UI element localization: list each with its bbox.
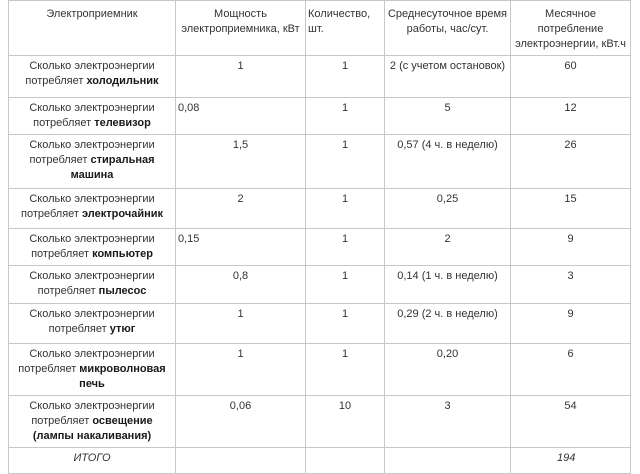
appliance-name: освещение (лампы накаливания) bbox=[32, 415, 153, 442]
header-count: Количество, шт. bbox=[306, 1, 385, 56]
power-cell: 0,8 bbox=[176, 266, 306, 304]
count-cell: 1 bbox=[306, 229, 385, 266]
power-cell: 0,06 bbox=[176, 396, 306, 448]
appliance-name: утюг bbox=[109, 323, 136, 335]
count-cell: 10 bbox=[306, 396, 385, 448]
hours-cell: 3 bbox=[385, 396, 511, 448]
appliance-name: пылесос bbox=[98, 285, 147, 297]
hours-cell: 5 bbox=[385, 98, 511, 135]
monthly-cell: 6 bbox=[511, 344, 631, 396]
count-cell: 1 bbox=[306, 98, 385, 135]
appliance-cell: Сколько электроэнергии потребляет пылесос bbox=[9, 266, 176, 304]
count-cell: 1 bbox=[306, 56, 385, 98]
appliance-name: телевизор bbox=[94, 117, 151, 129]
table-row bbox=[9, 98, 631, 135]
appliance-name: электрочайник bbox=[82, 208, 163, 220]
total-value: 194 bbox=[511, 448, 631, 474]
table-row bbox=[9, 344, 631, 396]
monthly-cell: 15 bbox=[511, 189, 631, 229]
monthly-cell: 60 bbox=[511, 56, 631, 98]
header-appliance: Электроприемник bbox=[9, 1, 176, 56]
appliance-cell: Сколько электроэнергии потребляет компьютер bbox=[9, 229, 176, 266]
table-row bbox=[9, 396, 631, 448]
power-cell: 1 bbox=[176, 56, 306, 98]
total-label: ИТОГО bbox=[9, 448, 176, 474]
count-cell: 1 bbox=[306, 344, 385, 396]
monthly-cell: 9 bbox=[511, 304, 631, 344]
power-cell: 1 bbox=[176, 344, 306, 396]
header-monthly-consumption: Месячное потребление электроэнергии, кВт.ч bbox=[511, 1, 631, 56]
monthly-cell: 26 bbox=[511, 135, 631, 189]
appliance-name: компьютер bbox=[92, 248, 153, 260]
power-cell: 2 bbox=[176, 189, 306, 229]
power-cell: 0,08 bbox=[176, 98, 306, 135]
appliance-name: холодильник bbox=[86, 75, 159, 87]
table-row bbox=[9, 304, 631, 344]
power-cell: 0,15 bbox=[176, 229, 306, 266]
appliance-cell: Сколько электроэнергии потребляет телевизор bbox=[9, 98, 176, 135]
count-cell: 1 bbox=[306, 266, 385, 304]
hours-cell: 0,20 bbox=[385, 344, 511, 396]
count-cell: 1 bbox=[306, 304, 385, 344]
monthly-cell: 9 bbox=[511, 229, 631, 266]
table-row bbox=[9, 266, 631, 304]
appliance-name: микроволновая печь bbox=[79, 363, 166, 390]
empty-cell bbox=[385, 448, 511, 474]
appliance-cell: Сколько электроэнергии потребляет холодильник bbox=[9, 56, 176, 98]
power-cell: 1 bbox=[176, 304, 306, 344]
count-cell: 1 bbox=[306, 135, 385, 189]
count-cell: 1 bbox=[306, 189, 385, 229]
appliance-cell: Сколько электроэнергии потребляет освещение (лампы накаливания) bbox=[9, 396, 176, 448]
monthly-cell: 3 bbox=[511, 266, 631, 304]
empty-cell bbox=[306, 448, 385, 474]
appliance-cell: Сколько электроэнергии потребляет утюг bbox=[9, 304, 176, 344]
empty-cell bbox=[176, 448, 306, 474]
power-cell: 1,5 bbox=[176, 135, 306, 189]
header-power: Мощность электроприемника, кВт bbox=[176, 1, 306, 56]
hours-cell: 0,14 (1 ч. в неделю) bbox=[385, 266, 511, 304]
total-row bbox=[9, 448, 631, 474]
appliance-name: стиральная машина bbox=[70, 154, 155, 181]
energy-consumption-table bbox=[8, 0, 631, 474]
appliance-cell: Сколько электроэнергии потребляет электрочайник bbox=[9, 189, 176, 229]
table-row bbox=[9, 135, 631, 189]
appliance-cell: Сколько электроэнергии потребляет микроволновая печь bbox=[9, 344, 176, 396]
header-daily-hours: Среднесуточное время работы, час/сут. bbox=[385, 1, 511, 56]
monthly-cell: 12 bbox=[511, 98, 631, 135]
hours-cell: 2 bbox=[385, 229, 511, 266]
table-row bbox=[9, 189, 631, 229]
header-row bbox=[9, 1, 631, 56]
monthly-cell: 54 bbox=[511, 396, 631, 448]
appliance-cell: Сколько электроэнергии потребляет стиральная машина bbox=[9, 135, 176, 189]
hours-cell: 0,25 bbox=[385, 189, 511, 229]
hours-cell: 0,57 (4 ч. в неделю) bbox=[385, 135, 511, 189]
table-row bbox=[9, 229, 631, 266]
hours-cell: 0,29 (2 ч. в неделю) bbox=[385, 304, 511, 344]
table-row bbox=[9, 56, 631, 98]
hours-cell: 2 (с учетом остановок) bbox=[385, 56, 511, 98]
